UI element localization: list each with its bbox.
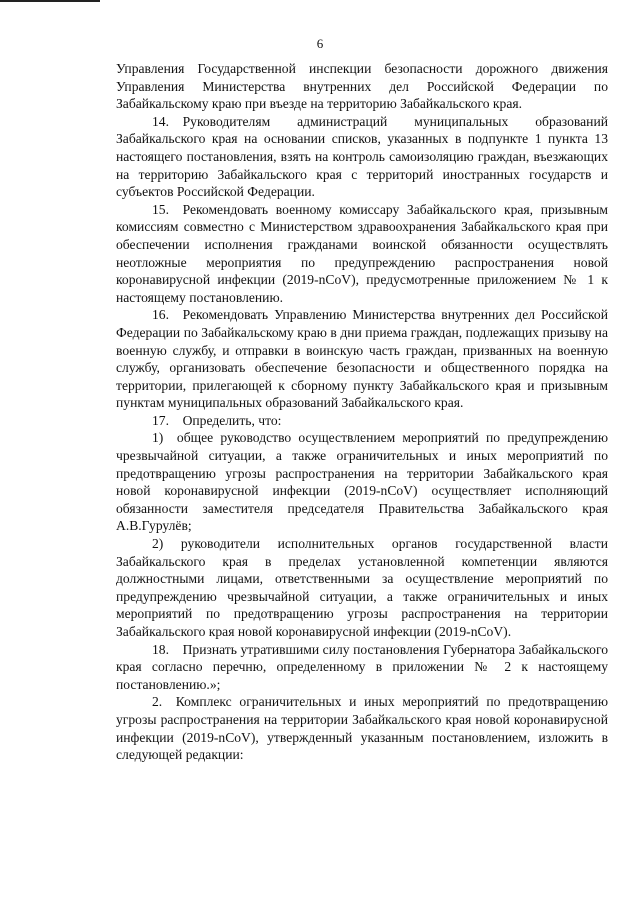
paragraph-14: 14. Руководителям администраций муниципальных образований Забайкальского края на основании списков, указанных в подпункте 1 пункта 13 настоящего постановления, взять на контроль самоизоляцию граждан, въезжающих на территорию Забайкальского края с территорий иностранных государств и субъектов Российской Федерации. [116,113,608,200]
paragraph-15: 15. Рекомендовать военному комиссару Забайкальского края, призывным комиссиям совместно с Министерством здравоохранения Забайкальского края при обеспечении исполнения гражданами воинской обязанности осуществлять неотложные мероприятия по предупреждению распространения новой коронавирусной инфекции (2019-nCoV), предусмотренные приложением № 1 к настоящему постановлению. [116,201,608,305]
paragraph-17: 17. Определить, что: [152,412,282,428]
paragraph-continuation: Управления Государственной инспекции безопасности дорожного движения Управления Министерства внутренних дел Российской Федерации по Забайкальскому краю при въезде на территорию Забайкальского края. [116,61,608,112]
page-number: 6 [316,36,324,51]
paragraph-17-item-1: 1) общее руководство осуществлением мероприятий по предупреждению чрезвычайной ситуации, а также ограничительных и иных мероприятий по предотвращению угрозы распространения на территории Забайкальского края новой коронавирусной инфекции (2019-nCoV) осуществляет исполняющий обязанности заместителя председателя Правительства Забайкальского края А.В.Гурулёв; [116,430,608,534]
corner-rule [0,0,100,2]
document-body [116,60,608,764]
paragraph-17-item-2: 2) руководители исполнительных органов государственной власти Забайкальского края в пределах установленной компетенции являются должностными лицами, ответственными за осуществление мероприятий по предупреждению чрезвычайной ситуации, а также ограничительных и иных мероприятий по предотвращению угрозы распространения на территории Забайкальского края новой коронавирусной инфекции (2019-nCoV). [116,536,608,639]
paragraph-16: 16. Рекомендовать Управлению Министерства внутренних дел Российской Федерации по Забайкальскому краю в дни приема граждан, подлежащих призыву на военную службу, и отправки в воинскую часть граждан, призванных на военную службу, организовать обеспечение безопасности и общественного порядка на территории, прилегающей к сборному пункту Забайкальского края и призывным пунктам муниципальных образований Забайкальского края. [116,307,608,411]
paragraph-18: 18. Признать утратившими силу постановления Губернатора Забайкальского края согласно перечню, определенному в приложении № 2 к настоящему постановлению.»; [116,641,608,692]
paragraph-2: 2. Комплекс ограничительных и иных мероприятий по предотвращению угрозы распространения на территории Забайкальского края новой коронавирусной инфекции (2019-nCoV), утвержденный указанным постановлением, изложить в следующей редакции: [116,694,608,763]
